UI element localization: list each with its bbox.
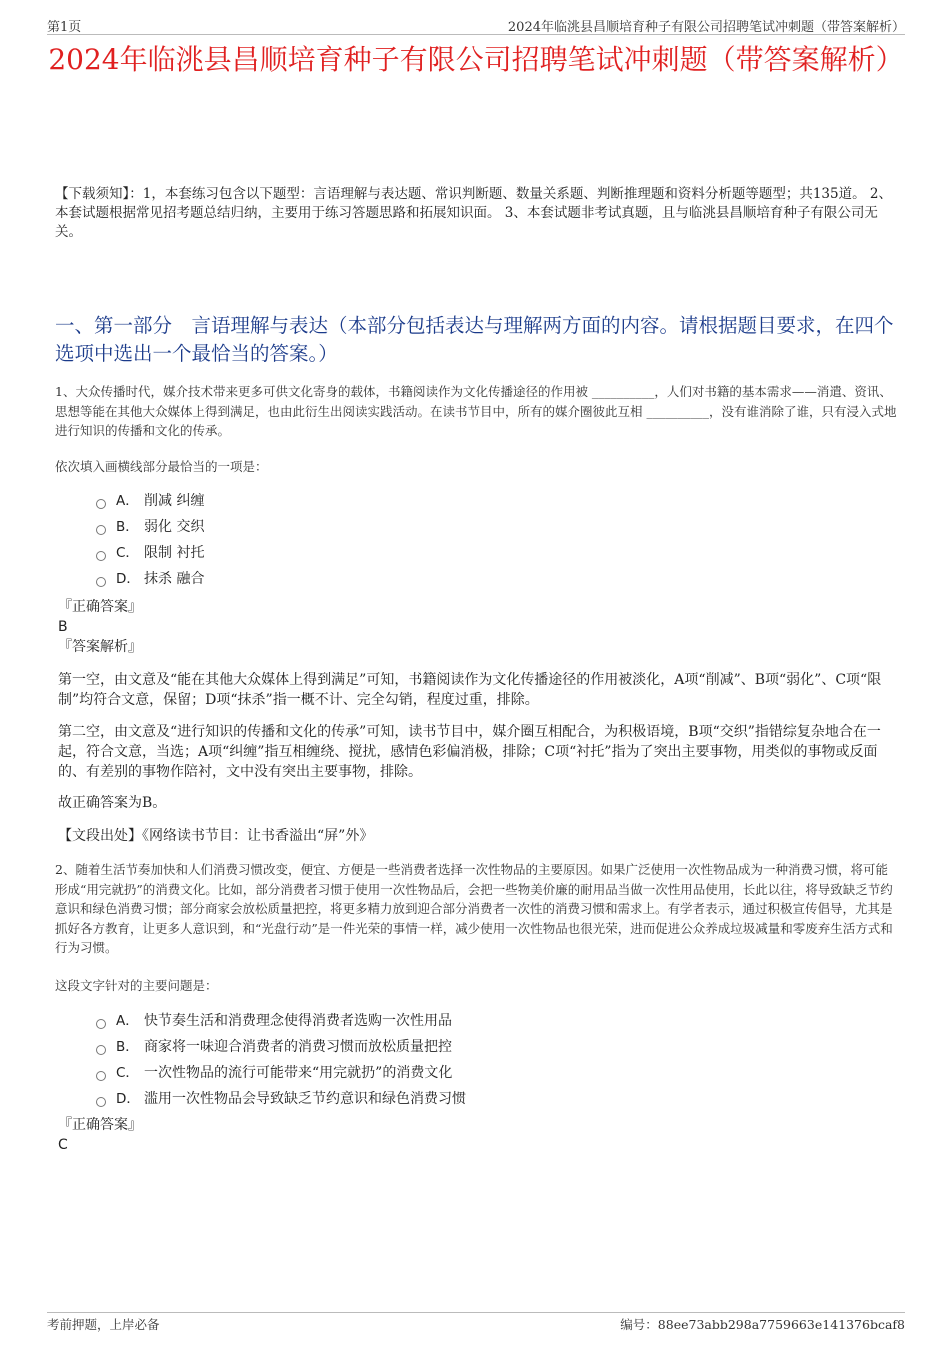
radio-icon[interactable] [96, 525, 106, 535]
footer-slogan: 考前押题，上岸必备 [47, 1317, 160, 1332]
option-text: 限制 衬托 [144, 545, 205, 561]
download-notice: 【下载须知】：1，本套练习包含以下题型：言语理解与表达题、常识判断题、数量关系题、判断推理题和资料分析题等题型；共135道。 2、本套试题根据常见招考题总结归纳，主要用于练习答题思路和拓展知识面。 3、本套试题非考试真题，且与临洮县昌顺培育种子有限公司无关。 [55, 186, 892, 240]
page-footer [47, 1312, 905, 1333]
analysis-label: 『答案解析』 [58, 639, 142, 655]
question-1-options [96, 488, 204, 592]
option-text: 滥用一次性物品会导致缺乏节约意识和绿色消费习惯 [144, 1091, 466, 1107]
option-text: 一次性物品的流行可能带来“用完就扔”的消费文化 [144, 1065, 453, 1081]
option-text: 削减 纠缠 [144, 493, 205, 509]
option-text: 快节奏生活和消费理念使得消费者选购一次性用品 [144, 1013, 452, 1029]
radio-icon[interactable] [96, 577, 106, 587]
page-number: 第1页 [47, 20, 82, 35]
option-d[interactable]: D． 抹杀 融合 [96, 566, 204, 592]
analysis-paragraph-1: 第一空，由文意及“能在其他大众媒体上得到满足”可知，书籍阅读作为文化传播途径的作用被淡化，A项“削减”、B项“弱化”、C项“限制”均符合文意，保留；D项“抹杀”指一概不计、完全勾销，程度过重，排除。 [58, 672, 882, 708]
question-1-prompt: 依次填入画横线部分最恰当的一项是： [55, 459, 268, 474]
radio-icon[interactable] [96, 1097, 106, 1107]
question-1-text: 1、大众传播时代，媒介技术带来更多可供文化寄身的载体，书籍阅读作为文化传播途径的作用被 __________，人们对书籍的基本需求——消遣、资讯、思想等能在其他大众媒体上得到满足，也由此衍生出阅读实践活动。在读书节目中，所有的媒介圈彼此互相 __________，没有谁消除了谁，只有浸入式地进行知识的传播和文化的传承。 [55, 384, 897, 438]
analysis-paragraph-2: 第二空，由文意及“进行知识的传播和文化的传承”可知，读书节目中，媒介圈互相配合，为积极语境，B项“交织”指错综复杂地合在一起，符合文意，当选；A项“纠缠”指互相缠绕、搅扰，感情色彩偏消极，排除；C项“衬托”指为了突出主要事物，用类似的事物或反面的、有差别的事物作陪衬，文中没有突出主要事物，排除。 [58, 724, 881, 780]
analysis-conclusion: 故正确答案为B。 [58, 795, 167, 811]
radio-icon[interactable] [96, 499, 106, 509]
document-title: 2024年临洮县昌顺培育种子有限公司招聘笔试冲刺题（带答案解析） [48, 43, 904, 76]
question-2-text: 2、随着生活节奏加快和人们消费习惯改变，便宜、方便是一些消费者选择一次性物品的主要原因。如果广泛使用一次性物品成为一种消费习惯，将可能形成“用完就扔”的消费文化。比如，部分消费者习惯于使用一次性物品后，会把一些物美价廉的耐用品当做一次性用品使用，长此以往，将导致缺乏节约意识和绿色消费习惯；部分商家会放松质量把控，将更多精力放到迎合部分消费者一次性的消费习惯和需求上。有学者表示，通过积极宣传倡导，尤其是抓好各方教育，让更多人意识到，和“光盘行动”是一件光荣的事情一样，减少使用一次性物品也很光荣，进而促进公众养成垃圾减量和零废弃生活方式和行为习惯。 [55, 862, 893, 955]
question-2-prompt: 这段文字针对的主要问题是： [55, 978, 218, 993]
radio-icon[interactable] [96, 1045, 106, 1055]
answer-label: 『正确答案』 [58, 599, 142, 615]
radio-icon[interactable] [96, 1071, 106, 1081]
answer-label: 『正确答案』 [58, 1117, 142, 1133]
source-citation: 【文段出处】《网络读书节目：让书香溢出“屏”外》 [58, 828, 374, 844]
header-doc-title: 2024年临洮县昌顺培育种子有限公司招聘笔试冲刺题（带答案解析） [507, 20, 905, 35]
option-c[interactable]: C． 一次性物品的流行可能带来“用完就扔”的消费文化 [96, 1060, 466, 1086]
radio-icon[interactable] [96, 1019, 106, 1029]
page-header [47, 14, 905, 35]
answer-value: B [58, 619, 68, 635]
footer-serial: 编号：88ee73abb298a7759663e141376bcaf8 [620, 1317, 905, 1332]
option-d[interactable]: D． 滥用一次性物品会导致缺乏节约意识和绿色消费习惯 [96, 1086, 466, 1112]
option-text: 弱化 交织 [144, 519, 205, 535]
option-b[interactable]: B． 商家将一味迎合消费者的消费习惯而放松质量把控 [96, 1034, 466, 1060]
option-b[interactable]: B． 弱化 交织 [96, 514, 204, 540]
question-2-options [96, 1008, 466, 1112]
option-c[interactable]: C． 限制 衬托 [96, 540, 204, 566]
option-text: 商家将一味迎合消费者的消费习惯而放松质量把控 [144, 1039, 452, 1055]
answer-value: C [58, 1137, 68, 1153]
option-text: 抹杀 融合 [144, 571, 205, 587]
option-a[interactable]: A． 削减 纠缠 [96, 488, 204, 514]
radio-icon[interactable] [96, 551, 106, 561]
section-heading: 一、第一部分 言语理解与表达（本部分包括表达与理解两方面的内容。请根据题目要求，在四个选项中选出一个最恰当的答案。） [55, 314, 894, 365]
option-a[interactable]: A． 快节奏生活和消费理念使得消费者选购一次性用品 [96, 1008, 466, 1034]
